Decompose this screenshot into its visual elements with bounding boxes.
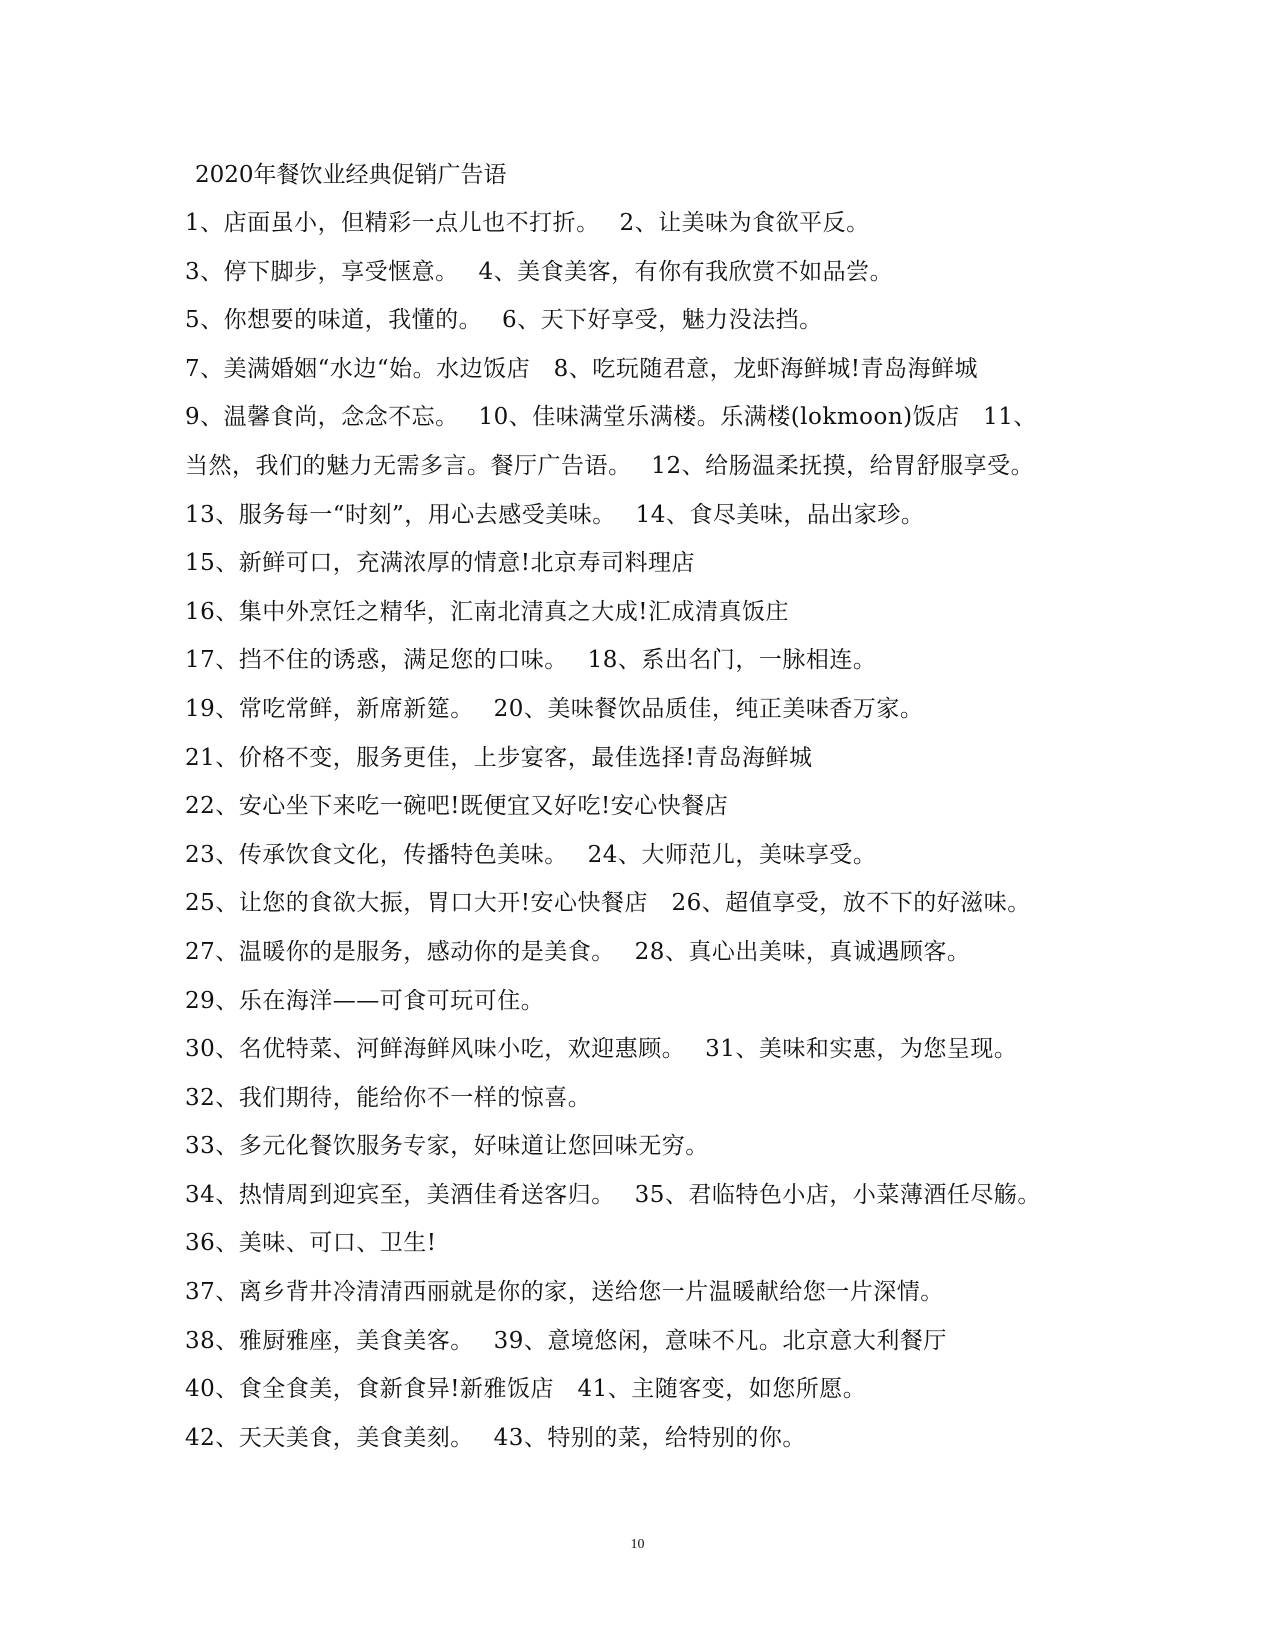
text-line: 34、热情周到迎宾至，美酒佳肴送客归。 35、君临特色小店，小菜薄酒任尽觞。	[185, 1181, 1041, 1208]
text-line: 13、服务每一“时刻”，用心去感受美味。 14、食尽美味，品出家珍。	[185, 501, 925, 528]
text-line: 5、你想要的味道，我懂的。 6、天下好享受，魅力没法挡。	[185, 307, 823, 334]
document-title: 2020年餐饮业经典促销广告语	[195, 162, 507, 188]
text-line: 29、乐在海洋——可食可玩可住。	[185, 987, 545, 1014]
page-number: 10	[630, 1537, 645, 1552]
text-line: 当然，我们的魅力无需多言。餐厅广告语。 12、给肠温柔抚摸，给胃舒服享受。	[185, 452, 1035, 479]
text-line: 16、集中外烹饪之精华，汇南北清真之大成!汇成清真饭庄	[185, 598, 790, 625]
text-line: 21、价格不变，服务更佳，上步宴客，最佳选择!青岛海鲜城	[185, 744, 813, 771]
text-line: 25、让您的食欲大振，胃口大开!安心快餐店 26、超值享受，放不下的好滋味。	[185, 890, 1031, 917]
text-line: 33、多元化餐饮服务专家，好味道让您回味无穷。	[185, 1133, 709, 1160]
document-body	[185, 152, 1085, 1462]
text-line: 22、安心坐下来吃一碗吧!既便宜又好吃!安心快餐店	[185, 793, 729, 820]
text-line: 27、温暖你的是服务，感动你的是美食。 28、真心出美味，真诚遇顾客。	[185, 938, 971, 965]
text-line: 7、美满婚姻“水边“始。水边饭店 8、吃玩随君意，龙虾海鲜城!青岛海鲜城	[185, 355, 979, 382]
text-line: 38、雅厨雅座，美食美客。 39、意境悠闲，意味不凡。北京意大利餐厅	[185, 1327, 947, 1354]
text-line: 23、传承饮食文化，传播特色美味。 24、大师范儿，美味享受。	[185, 841, 877, 868]
text-line: 42、天天美食，美食美刻。 43、特别的菜，给特别的你。	[185, 1424, 806, 1451]
text-line: 36、美味、可口、卫生!	[185, 1230, 437, 1257]
text-line: 40、食全食美，食新食异!新雅饭店 41、主随客变，如您所愿。	[185, 1376, 867, 1403]
text-line: 19、常吃常鲜，新席新筵。 20、美味餐饮品质佳，纯正美味香万家。	[185, 695, 924, 722]
text-line: 30、名优特菜、河鲜海鲜风味小吃，欢迎惠顾。 31、美味和实惠，为您呈现。	[185, 1036, 1018, 1063]
text-line: 15、新鲜可口，充满浓厚的情意!北京寿司料理店	[185, 550, 696, 577]
text-line: 1、店面虽小，但精彩一点儿也不打折。 2、让美味为食欲平反。	[185, 210, 870, 236]
text-line: 3、停下脚步，享受惬意。 4、美食美客，有你有我欣赏不如品尝。	[185, 258, 894, 285]
text-line: 9、温馨食尚，念念不忘。 10、佳味满堂乐满楼。乐满楼(lokmoon)饭店 11、	[185, 404, 1037, 431]
slogan-list	[185, 199, 1085, 1462]
text-line: 37、离乡背井冷清清西丽就是你的家，送给您一片温暖献给您一片深情。	[185, 1279, 944, 1306]
text-line: 17、挡不住的诱惑，满足您的口味。 18、系出名门，一脉相连。	[185, 647, 877, 674]
text-line: 32、我们期待，能给你不一样的惊喜。	[185, 1084, 592, 1111]
